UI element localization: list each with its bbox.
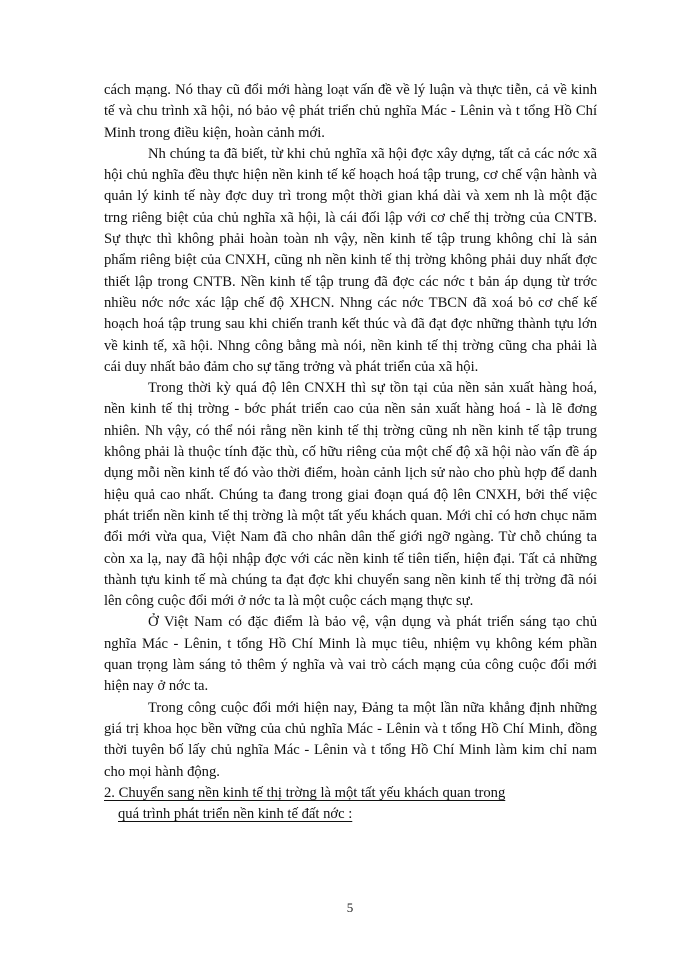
paragraph-renewal: Trong công cuộc đổi mới hiện nay, Đảng ta một lần nữa khẳng định những giá trị khoa học bền vững của chủ nghĩa Mác - Lênin và t tổng Hồ Chí Minh, đồng thời tuyên bố lấy chủ nghĩa Mác - Lênin và t tổng Hồ Chí Minh làm kim chỉ nam cho mọi hành động.: [104, 699, 597, 780]
section-heading: [104, 783, 597, 826]
paragraph-vietnam-characteristics: Ở Việt Nam có đặc điểm là bảo vệ, vận dụng và phát triển sáng tạo chủ nghĩa Mác - Lênin, t tổng Hồ Chí Minh là mục tiêu, nhiệm vụ không kém phần quan trọng làm sáng tỏ thêm ý nghĩa và vai trò cách mạng của công cuộc đổi mới hiện nay ở nớc ta.: [104, 614, 597, 695]
section-heading-line-2: quá trình phát triển nền kinh tế đất nớc :: [118, 806, 353, 823]
page-number: 5: [346, 900, 354, 915]
section-heading-line-1: 2. Chuyển sang nền kinh tế thị trờng là một tất yếu khách quan trong: [104, 784, 506, 801]
paragraph-planned-economy: Nh chúng ta đã biết, từ khi chủ nghĩa xã hội đợc xây dựng, tất cả các nớc xã hội chủ nghĩa đều thực hiện nền kinh tế kế hoạch hoá tập trung, cơ chế vận hành và quản lý kinh tế này đợc duy trì trong một thời gian khá dài và xem nh là một đặc trng riêng biệt của chủ nghĩa xã hội, là cái đối lập với cơ chế thị trờng của CNTB. Sự thực thì không phải hoàn toàn nh vậy, nền kinh tế tập trung không chỉ là sản phẩm riêng biệt của CNXH, cũng nh nền kinh tế thị trờng không phải duy nhất đợc thiết lập trong CNTB. Nền kinh tế tập trung đã đợc các nớc t bản áp dụng từ trớc nhiều nớc nớc xác lập chế độ XHCN. Nhng các nớc TBCN đã xoá bỏ cơ chế kế hoạch hoá tập trung sau khi chiến tranh kết thúc và đã đạt đợc những thành tựu lớn về kinh tế, xã hội. Nhng công bằng mà nói, nền kinh tế thị trờng cũng cha phải là cái duy nhất bảo đảm cho sự tăng trởng và phát triển của xã hội.: [104, 145, 597, 375]
paragraph-transition-period: Trong thời kỳ quá độ lên CNXH thì sự tồn tại của nền sản xuất hàng hoá, nền kinh tế thị trờng - bớc phát triển cao của nền sản xuất hàng hoá - là lẽ đơng nhiên. Nh vậy, có thể nói rằng nền kinh tế thị trờng cũng nh nền kinh tế tập trung không phải là thuộc tính đặc thù, cố hữu riêng của một chế độ xã hội nào vấn đề áp dụng mỗi nền kinh tế đó vào thời điểm, hoàn cảnh lịch sử nào cho phù hợp để danh hiệu quả cao nhất. Chúng ta đang trong giai đoạn quá độ lên CNXH, bởi thế việc phát triển nền kinh tế thị trờng là một tất yếu khách quan. Mới chỉ có hơn chục năm đổi mới vừa qua, Việt Nam đã cho nhân dân thế giới ngỡ ngàng. Từ chỗ chúng ta còn xa lạ, nay đã hội nhập đợc với các nền kinh tế tiên tiến, hiện đại. Tất cả những thành tựu kinh tế mà chúng ta đạt đợc khi chuyển sang nền kinh tế thị trờng đã nói lên công cuộc đổi mới ở nớc ta là một cuộc cách mạng thực sự.: [104, 380, 597, 610]
body-text: [104, 80, 597, 825]
paragraph-continuation: cách mạng. Nó thay cũ đổi mới hàng loạt vấn đề về lý luận và thực tiễn, cả về kinh tế và chu trình xã hội, nó bảo vệ phát triển chủ nghĩa Mác - Lênin và t tổng Hồ Chí Minh trong điều kiện, hoàn cảnh mới.: [104, 82, 597, 141]
